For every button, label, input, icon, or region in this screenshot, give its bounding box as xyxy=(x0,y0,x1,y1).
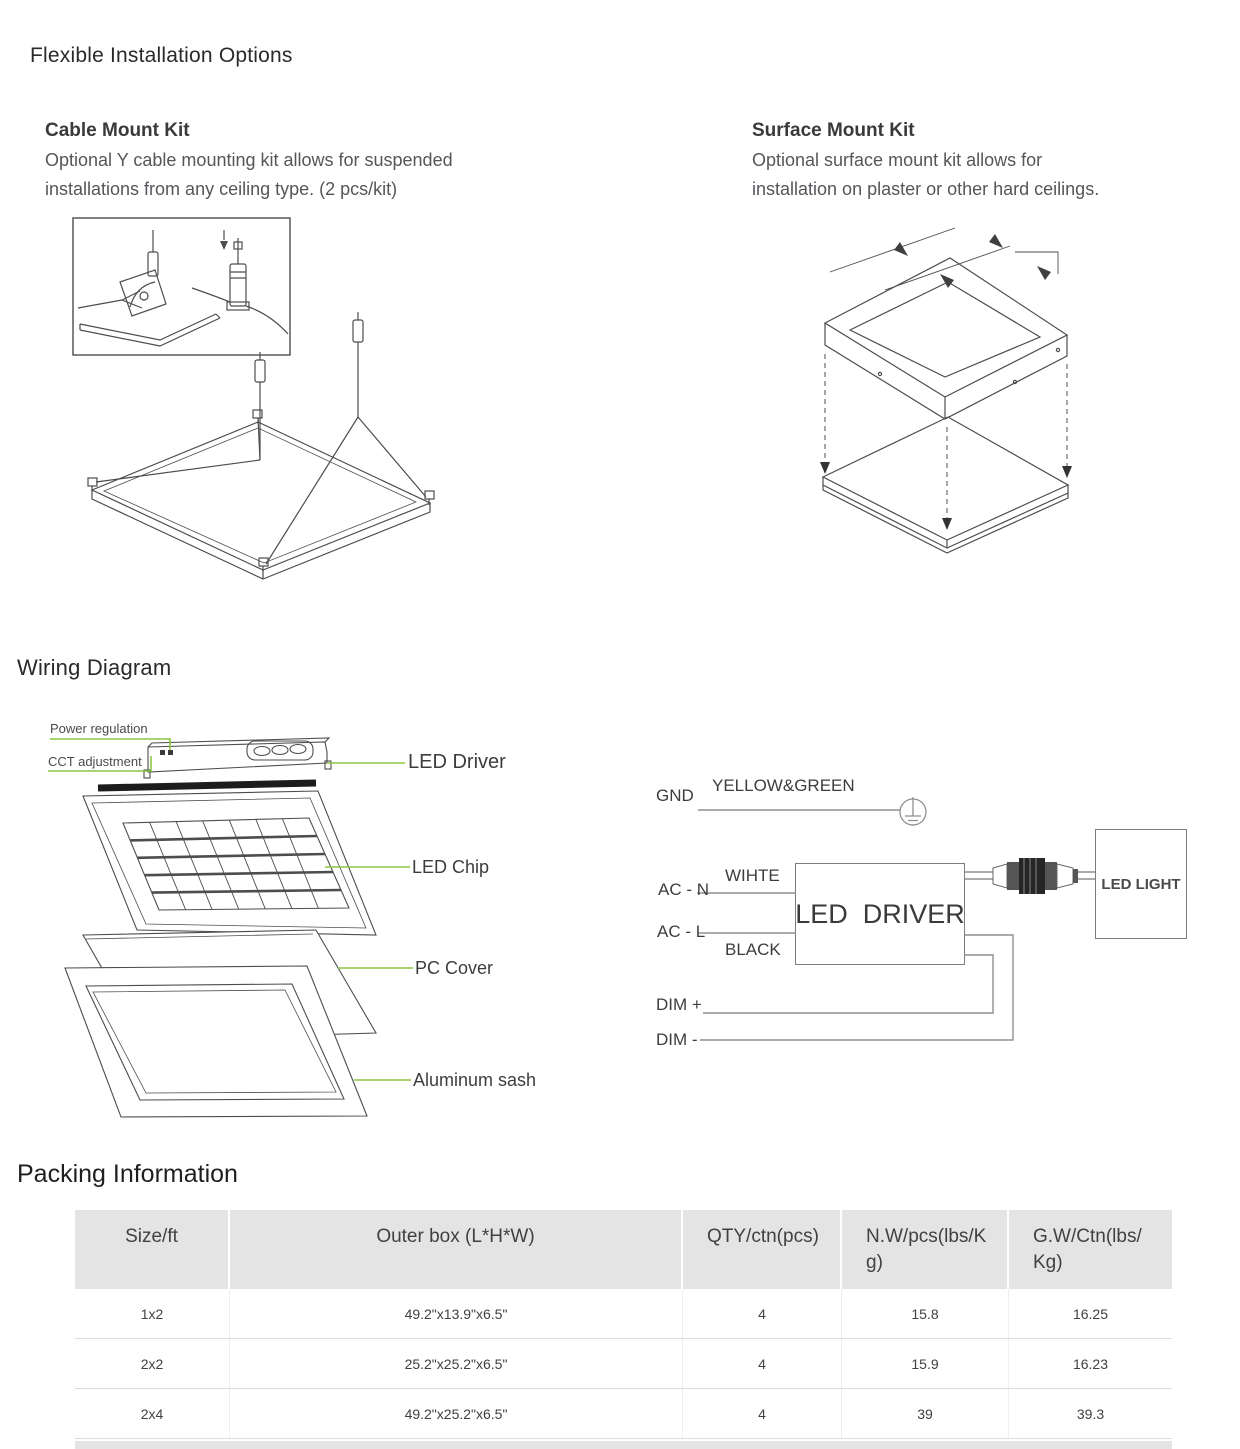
cable-mount-desc-line2: installations from any ceiling type. (2 pcs/kit) xyxy=(45,179,398,199)
table-row xyxy=(75,1389,1172,1439)
surface-mount-title: Surface Mount Kit xyxy=(752,120,915,141)
wiring-schematic xyxy=(630,770,1210,1060)
surface-mount-desc-line1: Optional surface mount kit allows for xyxy=(752,150,1043,170)
col-header-gross-weight: G.W/Ctn(lbs/Kg) xyxy=(1033,1226,1142,1273)
col-header-net-weight: N.W/pcs(lbs/Kg) xyxy=(842,1210,1009,1289)
packing-table xyxy=(75,1210,1172,1449)
installation-heading: Flexible Installation Options xyxy=(30,44,293,67)
label-black-wire: BLACK xyxy=(725,940,781,959)
cell-gross-weight: 39.3 xyxy=(1076,1405,1105,1422)
cable-mount-title: Cable Mount Kit xyxy=(45,120,190,141)
cell-outer-box: 49.2"x13.9"x6.5" xyxy=(230,1289,683,1338)
led-driver-box: LED DRIVER xyxy=(795,863,965,965)
label-power-regulation: Power regulation xyxy=(50,721,148,736)
cell-qty: 4 xyxy=(683,1289,842,1338)
label-ac-l: AC - L xyxy=(657,922,706,941)
cell-size: 1x2 xyxy=(75,1289,230,1338)
cell-qty: 4 xyxy=(683,1389,842,1438)
wiring-heading: Wiring Diagram xyxy=(17,655,172,680)
cell-outer-box: 25.2"x25.2"x6.5" xyxy=(230,1339,683,1388)
label-cct-adjustment: CCT adjustment xyxy=(48,754,142,769)
cell-net-weight: 15.9 xyxy=(842,1339,1009,1388)
cell-outer-box: 49.2"x25.2"x6.5" xyxy=(230,1389,683,1438)
cell-size: 2x4 xyxy=(75,1389,230,1438)
label-dim-minus: DIM - xyxy=(656,1030,698,1049)
col-header-qty: QTY/ctn(pcs) xyxy=(683,1210,842,1289)
label-gnd: GND xyxy=(656,786,694,805)
table-next-header-strip xyxy=(75,1441,1172,1449)
label-dim-plus: DIM + xyxy=(656,995,702,1014)
table-row xyxy=(75,1339,1172,1389)
cell-gross-weight: 16.23 xyxy=(1072,1355,1109,1372)
packing-heading: Packing Information xyxy=(17,1160,238,1188)
cable-mount-drawing xyxy=(60,212,530,602)
cell-gross-weight: 16.25 xyxy=(1072,1305,1109,1322)
col-header-outer-box: Outer box (L*H*W) xyxy=(230,1210,683,1289)
label-aluminum-sash: Aluminum sash xyxy=(413,1070,537,1090)
cable-connector xyxy=(993,858,1078,894)
label-led-chip: LED Chip xyxy=(412,857,490,877)
cell-net-weight: 39 xyxy=(842,1389,1009,1438)
cell-qty: 4 xyxy=(683,1339,842,1388)
packing-table-header xyxy=(75,1210,1172,1289)
surface-mount-desc-line2: installation on plaster or other hard ceilings. xyxy=(752,179,1100,199)
label-yellow-green-wire: YELLOW&GREEN xyxy=(712,776,855,795)
surface-mount-drawing xyxy=(790,222,1120,612)
label-white-wire: WIHTE xyxy=(725,866,780,885)
ground-symbol xyxy=(900,797,926,825)
table-row xyxy=(75,1289,1172,1339)
cable-mount-desc-line1: Optional Y cable mounting kit allows for suspended xyxy=(45,150,453,170)
label-ac-n: AC - N xyxy=(658,880,709,899)
led-light-box: LED LIGHT xyxy=(1095,829,1187,939)
col-header-size: Size/ft xyxy=(75,1210,230,1289)
cell-net-weight: 15.8 xyxy=(842,1289,1009,1338)
cell-size: 2x2 xyxy=(75,1339,230,1388)
label-led-driver: LED Driver xyxy=(408,751,506,773)
label-pc-cover: PC Cover xyxy=(415,958,494,978)
